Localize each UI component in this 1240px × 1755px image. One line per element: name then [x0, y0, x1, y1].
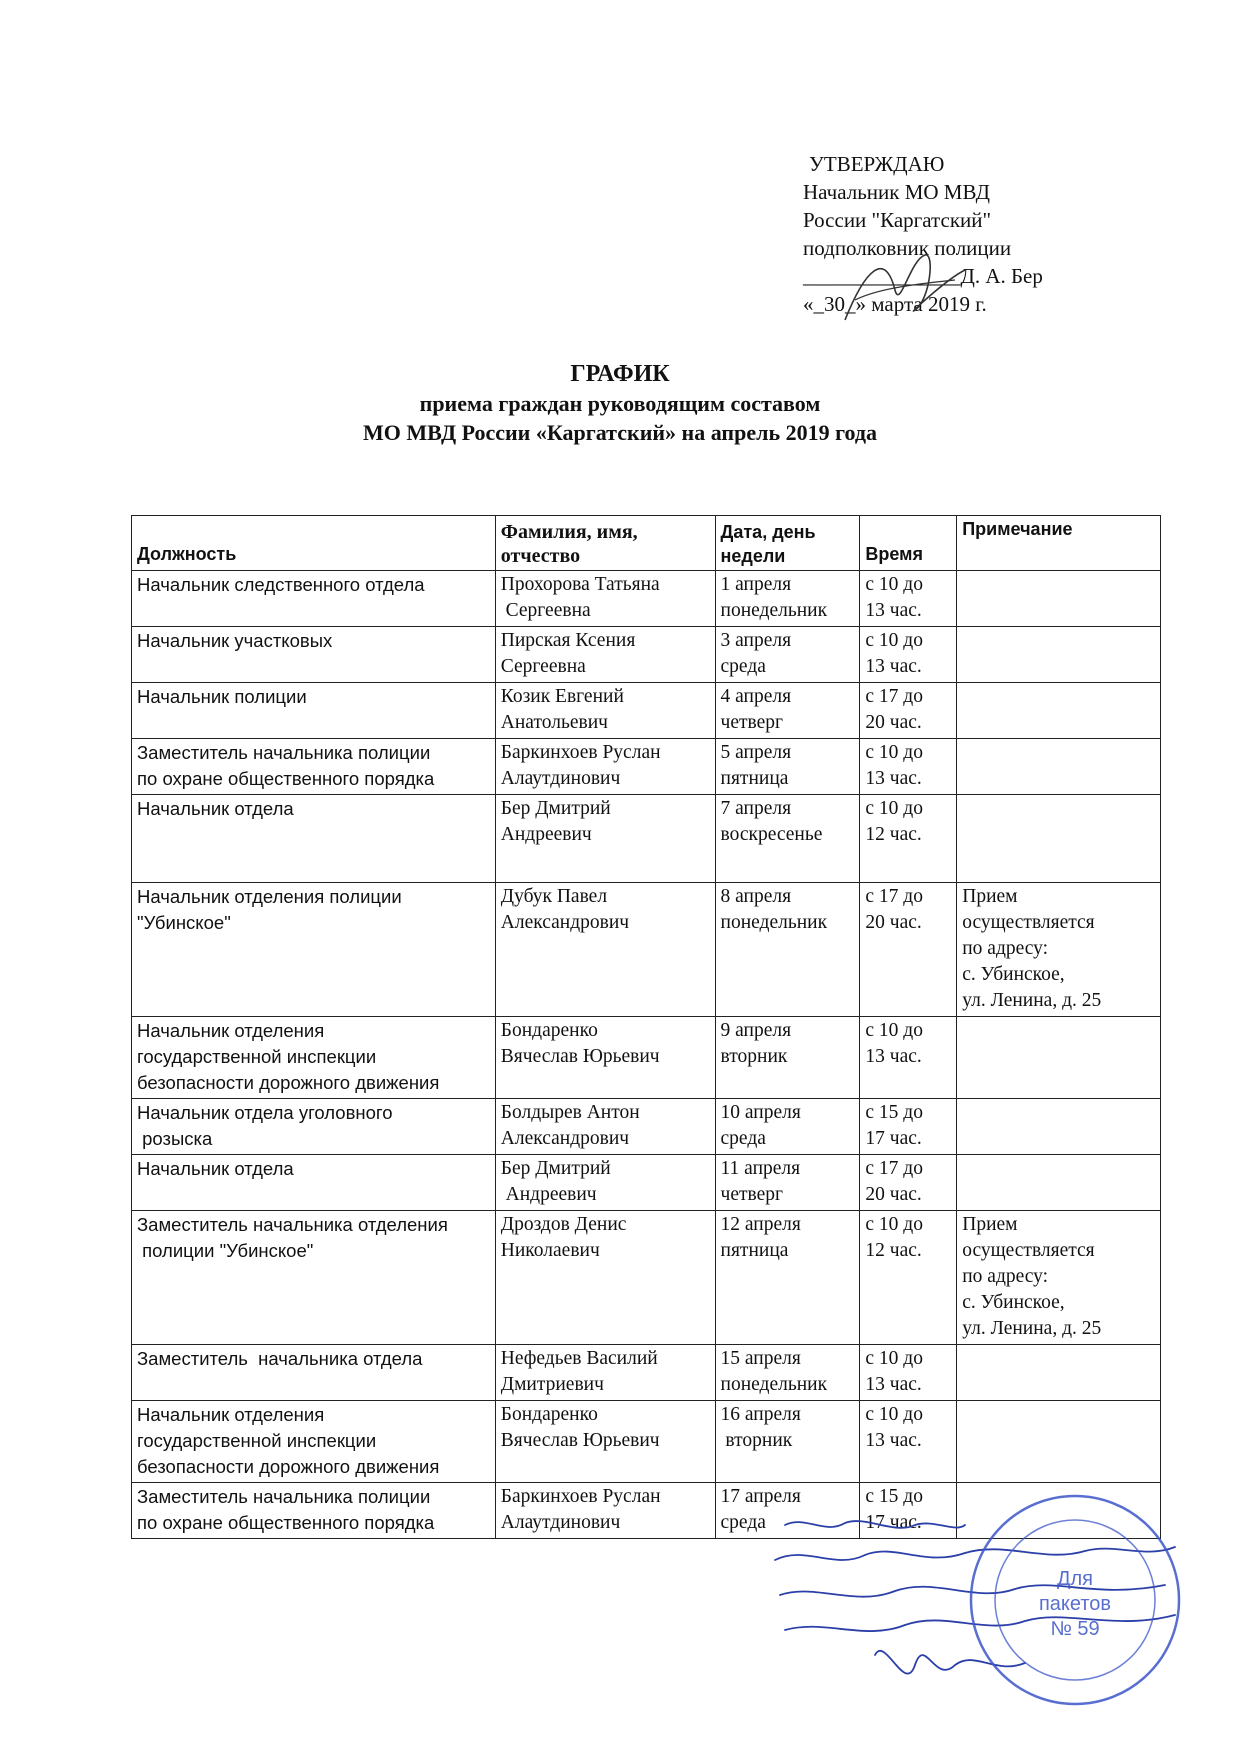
cell-time — [860, 1345, 957, 1401]
cell-position — [132, 571, 496, 627]
cell-time — [860, 1211, 957, 1345]
cell-fio-line: Вячеслав Юрьевич — [500, 1046, 660, 1067]
approval-line: Начальник МО МВД — [803, 180, 990, 204]
cell-note — [957, 1401, 1161, 1483]
cell-position — [132, 627, 496, 683]
cell-fio-line: Андреевич — [500, 824, 592, 845]
cell-fio-line: Баркинхоев Руслан — [500, 1486, 661, 1507]
cell-date — [715, 883, 860, 1017]
cell-position-line: Заместитель начальника отделения — [137, 1214, 448, 1235]
cell-position-line: безопасности дорожного движения — [137, 1072, 440, 1093]
cell-fio-line: Сергеевна — [500, 600, 591, 621]
cell-fio-line: Болдырев Антон — [500, 1102, 640, 1123]
approval-line: подполковник полиции — [803, 236, 1012, 260]
cell-date — [715, 1155, 860, 1211]
cell-position — [132, 1211, 496, 1345]
cell-fio — [495, 1017, 715, 1099]
cell-position-line: Заместитель начальника полиции — [137, 1486, 431, 1507]
cell-note-line: по адресу: — [962, 938, 1049, 959]
cell-date-line: 3 апреля — [720, 630, 792, 651]
cell-date-line: понедельник — [720, 912, 828, 933]
cell-position-line: Начальник отделения — [137, 1404, 325, 1425]
cell-position-line: Заместитель начальника отдела — [137, 1348, 423, 1369]
cell-note — [957, 795, 1161, 883]
cell-time-line: с 10 до — [865, 630, 923, 651]
cell-fio-line: Бондаренко — [500, 1404, 598, 1425]
cell-time — [860, 1155, 957, 1211]
cell-fio-line: Пирская Ксения — [500, 630, 636, 651]
cell-position-line: по охране общественного порядка — [137, 768, 435, 789]
cell-date — [715, 795, 860, 883]
title-line-1: ГРАФИК — [570, 361, 670, 387]
cell-position-line: Начальник отделения — [137, 1020, 325, 1041]
cell-date-line: среда — [720, 1128, 766, 1149]
cell-note-line: ул. Ленина, д. 25 — [962, 990, 1102, 1011]
cell-position-line: государственной инспекции — [137, 1046, 377, 1067]
cell-time-line: 20 час. — [865, 712, 922, 733]
table-row — [132, 1155, 1161, 1211]
cell-time-line: с 10 до — [865, 1404, 923, 1425]
header-date-line: недели — [720, 546, 786, 566]
stamp-line: пакетов — [1038, 1593, 1112, 1615]
header-fio-line: имя, отчество — [500, 521, 638, 567]
cell-fio-line: Бер Дмитрий — [500, 798, 611, 819]
cell-time — [860, 883, 957, 1017]
cell-fio-line: Андреевич — [500, 1184, 597, 1205]
cell-fio-line: Алаутдинович — [500, 1512, 621, 1533]
cell-note-line: осуществляется — [962, 912, 1095, 933]
header-date-line: Дата, день — [720, 522, 816, 542]
cell-position-line: по охране общественного порядка — [137, 1512, 435, 1533]
cell-date-line: 1 апреля — [720, 574, 792, 595]
cell-position — [132, 1483, 496, 1539]
title-line-3: МО МВД России «Каргатский» на апрель 2019 года — [362, 420, 878, 445]
cell-time-line: с 10 до — [865, 1020, 923, 1041]
approval-line: УТВЕРЖДАЮ — [809, 152, 945, 176]
cell-fio-line: Прохорова Татьяна — [500, 574, 660, 595]
cell-fio-line: Козик Евгений — [500, 686, 624, 707]
cell-fio-line: Дроздов Денис — [500, 1214, 627, 1235]
cell-fio — [495, 883, 715, 1017]
cell-fio-line: Анатольевич — [500, 712, 608, 733]
table-row — [132, 1099, 1161, 1155]
cell-note-line: Прием — [962, 1214, 1018, 1235]
cell-time-line: с 17 до — [865, 1158, 923, 1179]
table-row — [132, 1345, 1161, 1401]
table-row — [132, 1211, 1161, 1345]
cell-position-line: Начальник отдела — [137, 798, 294, 819]
cell-time-line: 20 час. — [865, 912, 922, 933]
cell-note — [957, 1099, 1161, 1155]
table-row — [132, 571, 1161, 627]
cell-time-line: 13 час. — [865, 768, 922, 789]
cell-fio-line: Бер Дмитрий — [500, 1158, 611, 1179]
cell-fio — [495, 795, 715, 883]
cell-note-line: ул. Ленина, д. 25 — [962, 1318, 1102, 1339]
cell-date-line: пятница — [720, 1240, 789, 1261]
cell-time-line: 17 час. — [865, 1512, 922, 1533]
cell-note-line: осуществляется — [962, 1240, 1095, 1261]
cell-position-line: безопасности дорожного движения — [137, 1456, 440, 1477]
header-note: Примечание — [957, 516, 1161, 571]
cell-time — [860, 1099, 957, 1155]
cell-date-line: среда — [720, 1512, 766, 1533]
cell-time-line: 13 час. — [865, 1046, 922, 1067]
cell-time-line: с 10 до — [865, 798, 923, 819]
cell-time — [860, 571, 957, 627]
cell-date-line: воскресенье — [720, 824, 823, 845]
cell-date-line: понедельник — [720, 600, 828, 621]
cell-date-line: 15 апреля — [720, 1348, 801, 1369]
cell-fio-line: Николаевич — [500, 1240, 600, 1261]
cell-fio-line: Дмитриевич — [500, 1374, 604, 1395]
cell-note — [957, 683, 1161, 739]
header-fio-line: Фамилия, — [500, 521, 592, 543]
cell-date-line: 4 апреля — [720, 686, 792, 707]
cell-date-line: 7 апреля — [720, 798, 792, 819]
cell-fio — [495, 1211, 715, 1345]
cell-fio-line: Алаутдинович — [500, 768, 621, 789]
cell-date — [715, 1345, 860, 1401]
cell-position-line: розыска — [137, 1128, 213, 1149]
cell-date — [715, 1401, 860, 1483]
cell-fio-line: Нефедьев Василий — [500, 1348, 658, 1369]
approval-line: России "Каргатский" — [803, 208, 992, 232]
cell-time-line: 12 час. — [865, 824, 922, 845]
table-row — [132, 627, 1161, 683]
cell-position-line: Начальник следственного отдела — [137, 574, 425, 595]
table-header-row — [132, 516, 1161, 571]
cell-position — [132, 1017, 496, 1099]
cell-note-line: Прием — [962, 886, 1018, 907]
cell-time-line: 13 час. — [865, 656, 922, 677]
cell-time-line: с 17 до — [865, 886, 923, 907]
cell-date-line: пятница — [720, 768, 789, 789]
approval-line: «_30_» марта 2019 г. — [803, 292, 987, 316]
cell-time-line: с 10 до — [865, 742, 923, 763]
cell-position-line: Начальник отдела уголовного — [137, 1102, 393, 1123]
cell-position — [132, 1401, 496, 1483]
table-row — [132, 1401, 1161, 1483]
cell-date — [715, 1211, 860, 1345]
cell-fio — [495, 739, 715, 795]
cell-date — [715, 1099, 860, 1155]
cell-fio — [495, 683, 715, 739]
cell-fio-line: Бондаренко — [500, 1020, 598, 1041]
cell-date-line: четверг — [720, 712, 784, 733]
cell-date — [715, 683, 860, 739]
cell-time-line: с 10 до — [865, 1214, 923, 1235]
header-time: Время — [860, 516, 957, 571]
cell-note — [957, 571, 1161, 627]
table-row — [132, 739, 1161, 795]
stamp-line: № 59 — [1050, 1618, 1100, 1640]
approval-signature — [835, 230, 975, 340]
header-position: Должность — [132, 516, 496, 571]
cell-note — [957, 1211, 1161, 1345]
cell-time-line: 20 час. — [865, 1184, 922, 1205]
cell-date-line: 16 апреля — [720, 1404, 801, 1425]
cell-date-line: 8 апреля — [720, 886, 792, 907]
cell-time — [860, 1017, 957, 1099]
cell-fio — [495, 1401, 715, 1483]
cell-note-line: по адресу: — [962, 1266, 1049, 1287]
cell-note — [957, 627, 1161, 683]
cell-fio-line: Баркинхоев Руслан — [500, 742, 661, 763]
cell-fio — [495, 571, 715, 627]
cell-date-line: четверг — [720, 1184, 784, 1205]
cell-date — [715, 1017, 860, 1099]
cell-position-line: Начальник участковых — [137, 630, 333, 651]
cell-time-line: 17 час. — [865, 1128, 922, 1149]
cell-position — [132, 1155, 496, 1211]
cell-date-line: среда — [720, 656, 766, 677]
cell-fio-line: Александрович — [500, 912, 630, 933]
cell-position — [132, 739, 496, 795]
header-fio — [495, 516, 715, 571]
title-line-2: приема граждан руководящим составом — [419, 391, 821, 416]
approval-line: _______________Д. А. Бер — [803, 264, 1043, 288]
cell-position — [132, 883, 496, 1017]
official-stamp — [965, 1490, 1185, 1710]
cell-fio — [495, 1099, 715, 1155]
cell-fio-line: Сергеевна — [500, 656, 586, 677]
cell-date-line: 12 апреля — [720, 1214, 801, 1235]
cell-date-line: 9 апреля — [720, 1020, 792, 1041]
cell-time — [860, 739, 957, 795]
cell-time — [860, 795, 957, 883]
schedule-table — [131, 515, 1161, 1539]
cell-fio-line: Вячеслав Юрьевич — [500, 1430, 660, 1451]
cell-position-line: государственной инспекции — [137, 1430, 377, 1451]
cell-time-line: с 10 до — [865, 574, 923, 595]
cell-time-line: 12 час. — [865, 1240, 922, 1261]
cell-fio-line: Александрович — [500, 1128, 630, 1149]
cell-position-line: полиции "Убинское" — [137, 1240, 314, 1261]
cell-time — [860, 627, 957, 683]
stamp-line: Для — [1056, 1568, 1094, 1590]
cell-fio-line: Дубук Павел — [500, 886, 608, 907]
cell-fio — [495, 1345, 715, 1401]
cell-date-line: 17 апреля — [720, 1486, 801, 1507]
cell-date — [715, 627, 860, 683]
cell-time — [860, 1401, 957, 1483]
cell-time-line: 13 час. — [865, 1430, 922, 1451]
cell-position — [132, 1345, 496, 1401]
cell-date-line: 5 апреля — [720, 742, 792, 763]
cell-note — [957, 739, 1161, 795]
cell-position-line: "Убинское" — [137, 912, 231, 933]
table-row — [132, 883, 1161, 1017]
cell-time-line: с 15 до — [865, 1486, 923, 1507]
header-date — [715, 516, 860, 571]
cell-position-line: Начальник отдела — [137, 1158, 294, 1179]
cell-position-line: Заместитель начальника полиции — [137, 742, 431, 763]
cell-position-line: Начальник полиции — [137, 686, 307, 707]
cell-time-line: с 15 до — [865, 1102, 923, 1123]
cell-fio — [495, 1155, 715, 1211]
cell-date-line: понедельник — [720, 1374, 828, 1395]
cell-date — [715, 571, 860, 627]
cell-note — [957, 883, 1161, 1017]
table-row — [132, 683, 1161, 739]
table-row — [132, 1017, 1161, 1099]
cell-note — [957, 1017, 1161, 1099]
cell-position — [132, 683, 496, 739]
cell-date-line: 11 апреля — [720, 1158, 801, 1179]
cell-position — [132, 1099, 496, 1155]
cell-fio — [495, 1483, 715, 1539]
cell-date-line: вторник — [720, 1430, 793, 1451]
cell-date — [715, 739, 860, 795]
cell-date-line: вторник — [720, 1046, 788, 1067]
cell-time-line: с 10 до — [865, 1348, 923, 1369]
cell-time-line: 13 час. — [865, 600, 922, 621]
cell-time-line: 13 час. — [865, 1374, 922, 1395]
cell-position-line: Начальник отделения полиции — [137, 886, 402, 907]
cell-fio — [495, 627, 715, 683]
cell-time — [860, 683, 957, 739]
cell-note-line: с. Убинское, — [962, 964, 1065, 985]
table-row — [132, 795, 1161, 883]
cell-position — [132, 795, 496, 883]
cell-date-line: 10 апреля — [720, 1102, 801, 1123]
cell-note-line: с. Убинское, — [962, 1292, 1065, 1313]
document-title — [0, 360, 1240, 447]
cell-note — [957, 1345, 1161, 1401]
cell-time-line: с 17 до — [865, 686, 923, 707]
cell-note — [957, 1155, 1161, 1211]
